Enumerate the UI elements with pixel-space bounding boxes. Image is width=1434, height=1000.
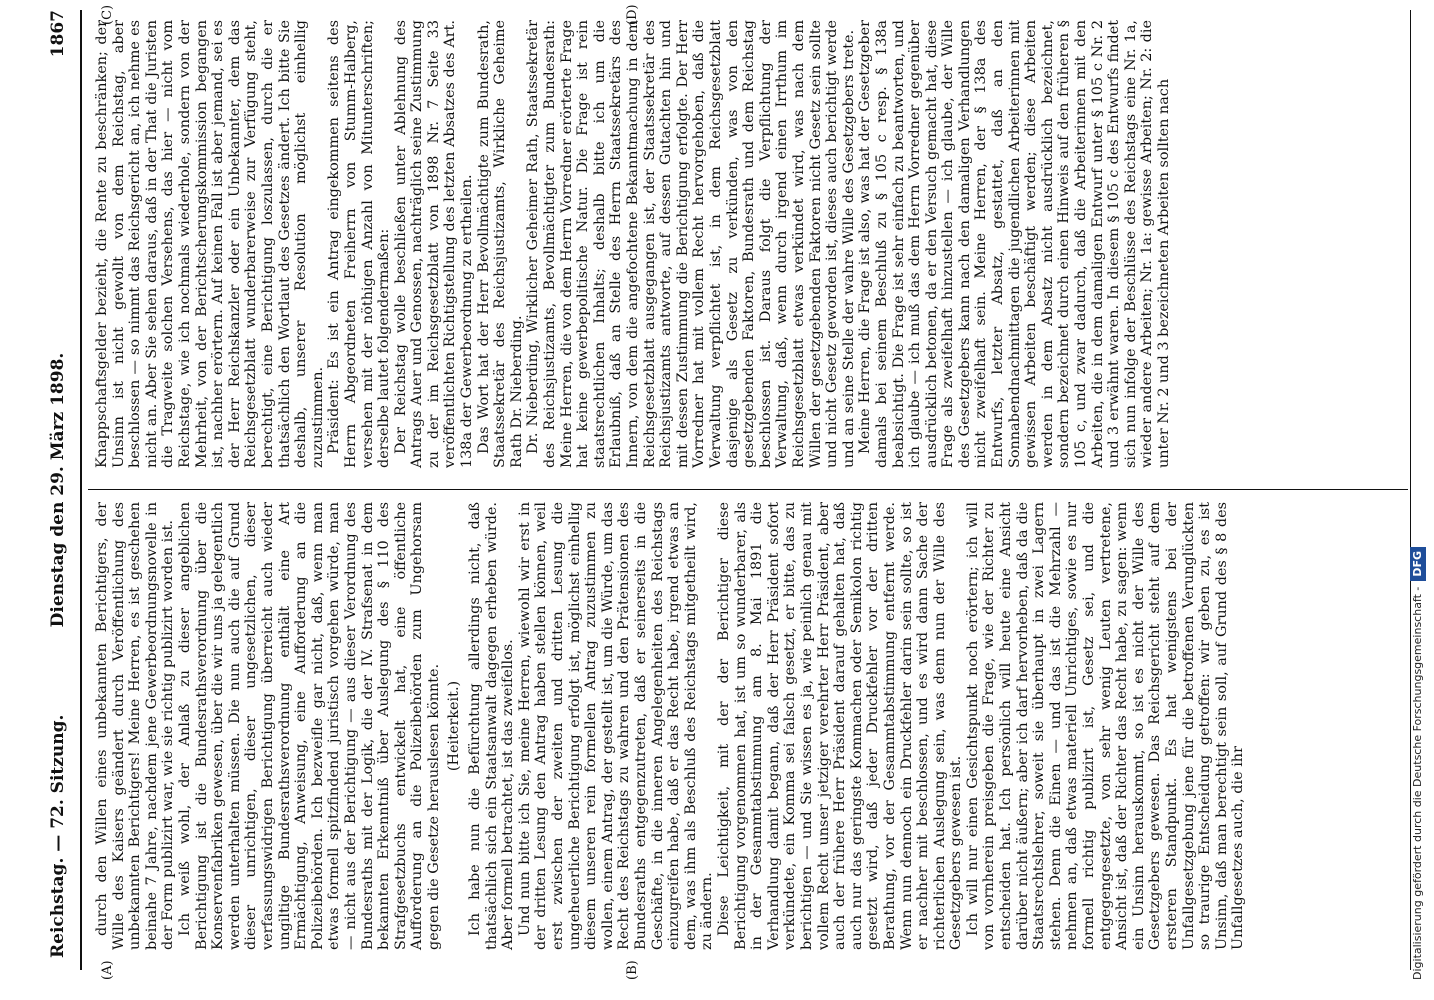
credit-text: Digitalisierung gefördert durch die Deutsche Forschungsgemeinschaft - (1411, 586, 1424, 980)
interjection: (Heiterkeit.) (446, 680, 463, 772)
header-center: Dienstag den 29. März 1898. (48, 352, 68, 628)
paragraph: Dr. Nieberding, Wirklicher Geheimer Rath, Staatssekretär des Reichsjustizamts, Bevollmächtigter zum Bundesrath: Meine Herren, die von dem Herrn Vorredner erörterte Frage hat keine gewerbepolitische Natur. Die Frage ist rein staatsrechtlichen Inhalts; deshalb bitte ich um die Erlaubniß, daß an Stelle des Herrn Staatssekretärs des Innern, von dem die angefochtene Bekanntmachung in dem Reichsgesetzblatt ausgegangen ist, der Staatssekretär des Reichsjustizamts antworte, auf dessen Gutachten hin und mit dessen Zustimmung die Berichtigung erfolgte. Der Herr Vorredner hat mit vollem Recht hervorgehoben, daß die Verwaltung verpflichtet ist, in dem Reichsgesetzblatt dasjenige als Gesetz zu verkünden, was von den gesetzgebenden Faktoren, Bundesrath und dem Reichstag beschlossen ist. Daraus folgt die Verpflichtung der Verwaltung, daß, wenn durch irgend einen Irrthum im Reichsgesetzblatt etwas verkündet wird, was nach dem Willen der gesetzgebenden Faktoren nicht Gesetz sein sollte und nicht Gesetz geworden ist, dieses auch berichtigt werde und an seine Stelle der wahre Wille des Gesetzgebers trete. (525, 20, 857, 468)
page-header (40, 0, 76, 980)
header-left: Reichstag. — 72. Sitzung. (48, 714, 68, 958)
rotated-page (40, 0, 1420, 980)
header-rule (80, 10, 82, 970)
paragraph: Ich habe nun die Befürchtung allerdings nicht, daß thatsächlich sich ein Staatsanwalt dagegen erheben würde. Aber formell betrachtet, ist das zweifellos. (467, 502, 517, 950)
paragraph: durch den Willen eines unbekannten Berichtigers, der Wille des Kaisers geändert durch Veröffentlichung des unbekannten Berichtigers! Meine Herren, es ist geschehen beinahe 7 Jahre, nachdem jene Gewerbeordnungsnovelle in der Form publizirt war, wie sie richtig publizirt worden ist. (94, 502, 177, 950)
margin-label-c: (C) (100, 4, 115, 25)
paragraph: Ich will nur einen Gesichtspunkt noch erörtern; ich will von vornherein preisgeben die Frage, wie der Richter zu entscheiden hat. Ich persönlich will heute eine Ansicht darüber nicht äußern; aber ich darf hervorheben, daß da die Staatsrechtslehrer, soweit sie überhaupt in zwei Lagern stehen. Denn die Einen — und das ist die Mehrzahl — nehmen an, daß etwas materiell Unrichtiges, sowie es nur formell richtig publizirt ist, Gesetz sei, und die entgegengesetzte, von sehr wenig Leuten vertretene, Ansicht ist, daß der Richter das Recht habe, zu sagen: wenn ein Unsinn herauskommt, so ist es nicht der Wille des Gesetzgebers gewesen. Das Reichsgericht steht auf dem ersteren Standpunkt. Es hat wenigstens bei der Unfallgesetzgebung jene für die betroffenen Verunglückten so traurige Entscheidung getroffen: wir geben zu, es ist Unsinn, daß man berechtigt sein soll, auf Grund des § 8 des Unfallgesetzes auch, die ihr (964, 502, 1247, 950)
paragraph: Diese Leichtigkeit, mit der der Berichtiger diese Berichtigung vorgenommen hat, ist um so wunderbarer, als in der Gesammtabstimmung am 8. Mai 1891 die Verhandlung damit begann, daß der Herr Präsident sofort verkündete, ein Komma sei falsch gesetzt, er bitte, das zu berichtigen — und Sie wissen es ja, wie peinlich genau mit vollem Recht unser jetziger verehrter Herr Präsident, aber auch der frühere Herr Präsident darauf gehalten hat, daß auch nur das geringste Kommachen oder Semikolon richtig gesetzt wird, daß jeder Druckfehler vor der dritten Berathung, vor der Gesammtabstimmung entfernt werde. Wenn nun dennoch ein Druckfehler darin sein sollte, so ist er nachher mit beschlossen, und es wird dann Sache der richterlichen Auslegung sein, was denn nun der Wille des Gesetzgebers gewesen ist. (715, 502, 965, 950)
dfg-logo: DFG (1410, 547, 1426, 581)
digitization-credit (1406, 10, 1430, 980)
paragraph: Meine Herren, die Frage ist also, was hat der Gesetzgeber damals bei seinem Beschluß zu § 105 c resp. § 138a beabsichtigt. Die Frage ist sehr einfach zu beantworten, und ich glaube — ich muß das dem Herrn Vorredner gegenüber ausdrücklich betonen, da er den Versuch gemacht hat, diese Frage als zweifelhaft hinzustellen — ich glaube, der Wille des Gesetzgebers kann nach den damaligen Verhandlungen nicht zweifelhaft sein. Meine Herren, der § 138a des Entwurfs, letzter Absatz, gestattet, daß an den Sonnabendnachmittagen die jugendlichen Arbeiterinnen mit gewissen Arbeiten beschäftigt werden; diese Arbeiten werden in dem Absatz nicht ausdrücklich bezeichnet, sondern bezeichnet durch einen Hinweis auf den früheren § 105 c, und zwar dadurch, daß die Arbeiterinnen mit den Arbeiten, die in dem damaligen Entwurf unter § 105 c Nr. 2 und 3 erwähnt waren. In diesem § 105 c des Entwurfs findet sich nun infolge der Beschlüsse des Reichstags eine Nr. 1a, wieder andere Arbeiten; Nr. 1a: gewisse Arbeiten; Nr. 2: die unter Nr. 2 und 3 bezeichneten Arbeiten sollten nach (857, 20, 1172, 468)
paragraph: Und nun bitte ich Sie, meine Herren, wiewohl wir erst in der dritten Lesung den Antrag haben stellen können, weil erst zwischen der zweiten und dritten Lesung die ungeheuerliche Berichtigung erfolgt ist, möglichst einhellig diesem unseren rein formellen Antrag zuzustimmen zu wollen, einem Antrag, der gestellt ist, um die Würde, um das Recht des Reichstags zu wahren und den Prätensionen des Bundesraths entgegenzutreten, daß er seinerseits in die Geschäfte, in die inneren Angelegenheiten des Reichstags einzugreifen habe, daß er das Recht habe, irgend etwas an dem, was ihm als Beschluß des Reichstags mitgetheilt wird, zu ändern. (516, 502, 716, 950)
paragraph: Präsident: Es ist ein Antrag eingekommen seitens des Herrn Abgeordneten Freiherrn von Stumm-Halberg, versehen mit der nöthigen Anzahl von Mitunterschriften; derselbe lautet folgendermaßen: (326, 20, 393, 468)
paragraph: Ich weiß wohl, der Anlaß zu dieser angeblichen Berichtigung ist die Bundesrathsverordnung über die Konservenfabriken gewesen, über die wir uns ja gelegentlich werden unterhalten müssen. Die nun auch die auf Grund dieser unrichtigen, dieser ungesetzlichen, dieser verfassungswidrigen Berichtigung überreicht auch wieder ungiltige Bundesrathsverordnung enthält eine Art Ermächtigung, Anweisung, eine Aufforderung an die Polizeibehörden. Ich bezweifle gar nicht, daß, wenn man etwas formell spitzfindend juristisch vorgehen würde, man — nicht aus der Berichtigung — aus dieser Verordnung des Bundesraths mit der Logik, die der IV. Strafsenat in dem bekannten Erkenntniß über Auslegung des § 110 des Strafgesetzbuchs entwickelt hat, eine öffentliche Aufforderung an die Polizeibehörden zum Ungehorsam gegen die Gesetze herauslesen könnte. (176, 502, 442, 950)
margin-label-d: (D) (625, 4, 640, 25)
column-divider (88, 489, 1408, 490)
margin-label-b: (B) (625, 960, 640, 980)
left-column (94, 502, 1394, 950)
paragraph: Das Wort hat der Herr Bevollmächtigte zum Bundesrath, Staatssekretär des Reichsjustizamts, Wirkliche Geheime Rath Dr. Nieberding. (475, 20, 525, 468)
margin-label-a: (A) (100, 960, 115, 980)
paragraph: Knappschaftsgelder bezieht, die Rente zu beschränken; der Unsinn ist nicht gewollt von dem Reichstag, aber beschlossen — so nimmt das Reichsgericht an, ich nehme es nicht an. Aber Sie sehen daraus, daß in der That die Juristen die Tragweite solchen Versehens, das hier — nicht vom Reichstage, wie ich nochmals wiederhole, sondern von der Mehrheit, von der Berichtscherungskommission begangen ist, nachher erörtern. Auf keinen Fall ist aber jemand, sei es der Herr Reichskanzler oder ein Unbekannter, dem das Reichsgesetzblatt wunderbarerweise zur Verfügung steht, berechtigt, eine Berichtigung loszulassen, durch die er thatsächlich den Wortlaut des Gesetzes ändert. Ich bitte Sie deshalb, unserer Resolution möglichst einhellig zuzustimmen. (94, 20, 326, 468)
right-column (94, 20, 1394, 468)
page-number: 1867 (48, 10, 68, 58)
motion-text: Der Reichstag wolle beschließen unter Ablehnung des Antrags Auer und Genossen, nachträglich seine Zustimmung zu der im Reichsgesetzblatt von 1898 Nr. 7 Seite 33 veröffentlichten Richtigstellung des letzten Absatzes des Art. 138a der Gewerbeordnung zu ertheilen. (392, 20, 476, 468)
